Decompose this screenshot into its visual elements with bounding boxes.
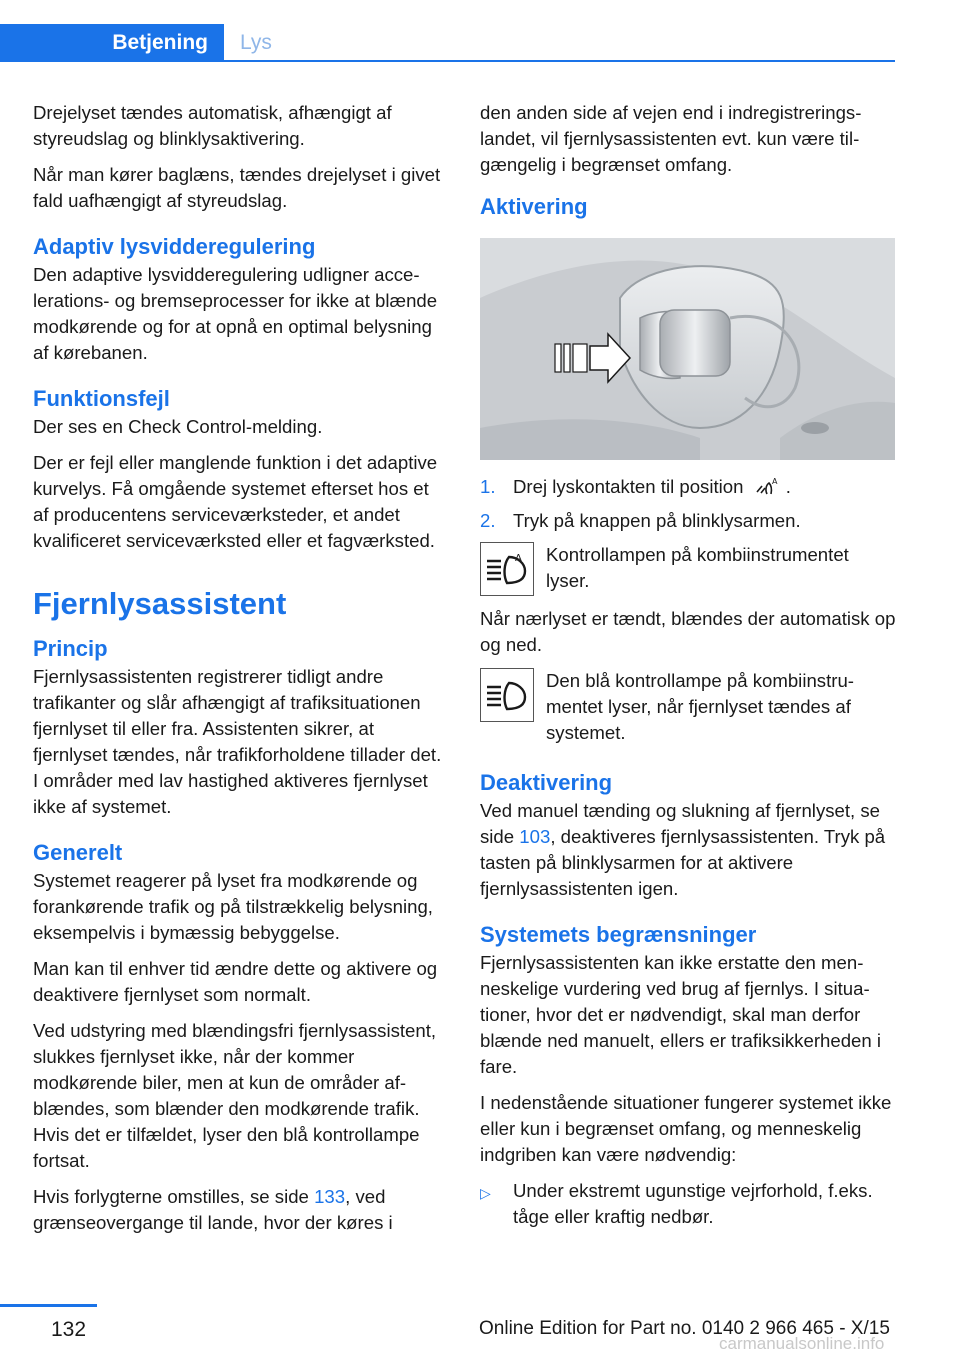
paragraph: Den adaptive lysvidderegulering udligner accelerations- og bremseprocesser for ikke at blænde modkørende og for at opnå en optimal belysning af kørebanen. xyxy=(33,264,438,363)
paragraph: I nedenstående situationer fungerer systemet ikke eller kun i begrænset omfang, og menneskelig indgriben kan være nødvendig: xyxy=(480,1092,892,1165)
paragraph: Man kan til enhver tid ændre dette og aktivere og deaktivere fjernlyset som normalt. xyxy=(33,958,438,1005)
paragraph xyxy=(480,798,896,902)
paragraph: Drejelyset tændes automatisk, afhængigt af styreudslag og blinklysaktivering. xyxy=(33,102,392,149)
stalk-illustration xyxy=(480,238,895,460)
step-text xyxy=(513,474,791,500)
paragraph: Der er fejl eller manglende funktion i det adaptive kurvelys. Få omgående systemet efterset hos et af producentens serviceværksteder, et andet kvalificeret serviceværksted eller et fagværksted. xyxy=(33,452,438,551)
list-item xyxy=(480,1178,896,1230)
tab-betjening[interactable]: Betjening xyxy=(0,24,224,62)
heading-deaktivering: Deaktivering xyxy=(480,770,613,795)
tab-lys[interactable]: Lys xyxy=(240,31,272,54)
page-link-103[interactable]: 103 xyxy=(519,826,551,847)
bullet-text: Under ekstremt ugunstige vejrforhold, f.eks. tåge eller kraftig nedbør. xyxy=(513,1180,873,1227)
footer-rule xyxy=(0,1304,97,1307)
steps-list xyxy=(480,474,896,534)
heading-princip: Princip xyxy=(33,636,108,661)
paragraph: Når man kører baglæns, tændes drejelyset i givet fald uafhængigt af styreudslag. xyxy=(33,164,441,211)
paragraph: Fjernlysassistenten registrerer tidligt andre trafikanter og slår afhængigt af trafiksituationen fjernlyset til eller fra. Assistenten sikrer, at fjernlyset tændes, når trafikforholdene tillader det. I områder med lav hastighed aktiveres fjernlyset ikke af systemet. xyxy=(33,666,442,817)
step-number: 1. xyxy=(480,476,496,497)
svg-text:A: A xyxy=(515,553,522,564)
header-tabs xyxy=(0,24,272,62)
text: , deaktiveres fjernlysassistenten. Tryk på tasten på blinklysarmen for at aktivere fjernlysassistenten igen. xyxy=(480,826,886,899)
page-number: 132 xyxy=(51,1318,87,1341)
triangle-bullet-icon: ▷ xyxy=(480,1185,491,1201)
heading-adaptiv: Adaptiv lysvidderegulering xyxy=(33,234,316,259)
paragraph: Ved udstyring med blændingsfri fjernlysassistent, slukkes fjernlyset ikke, når der kommer modkørende biler, men at kun de områder afblændes, som blænder den modkørende trafik. Hvis det er tilfældet, lyser den blå kontrollampe fortsat. xyxy=(33,1020,437,1171)
indicator-text: Den blå kontrollampe på kombiinstrumentet lyser, når fjernlyset tændes af systemet. xyxy=(546,670,854,743)
heading-funktionsfejl: Funktionsfejl xyxy=(33,386,170,411)
indicator-row-2 xyxy=(480,668,896,746)
step-text: Tryk på knappen på blinklysarmen. xyxy=(513,510,801,531)
page-link-133[interactable]: 133 xyxy=(314,1186,346,1207)
text: , ved grænseovergange til lande, hvor der køres i xyxy=(33,1186,393,1233)
paragraph: Når nærlyset er tændt, blændes der automatisk op og ned. xyxy=(480,608,896,655)
paragraph: den anden side af vejen end i indregistreringslandet, vil fjernlysassistenten evt. kun være tilgængelig i begrænset omfang. xyxy=(480,102,862,175)
paragraph: Fjernlysassistenten kan ikke erstatte den menneskelige vurdering ved brug af fjernlys. I situationer, hvor det er nødvendigt, skal man derfor blænde ned manuelt, ellers er trafiksikkerheden i fare. xyxy=(480,952,882,1077)
heading-aktivering: Aktivering xyxy=(480,194,588,219)
high-beam-indicator-icon xyxy=(480,668,534,722)
left-column xyxy=(33,100,449,1246)
paragraph xyxy=(33,1184,449,1236)
heading-begraensninger: Systemets begrænsninger xyxy=(480,922,757,947)
step-label: Drej lyskontakten til position xyxy=(513,476,744,497)
heading-generelt: Generelt xyxy=(33,840,123,865)
right-column xyxy=(480,100,896,1230)
paragraph: Systemet reagerer på lyset fra modkørende og forankørende trafik og på tilstrækkelig belysning, eksempelvis i bymæssig bebyggelse. xyxy=(33,870,433,943)
high-beam-assist-indicator-icon xyxy=(480,542,534,596)
paragraph: Der ses en Check Control-melding. xyxy=(33,416,323,437)
edition-line: Online Edition for Part no. 0140 2 966 465 - X/15 xyxy=(479,1318,890,1339)
text: Ved manuel tænding og slukning af fjernlyset, se side xyxy=(480,800,881,847)
step-suffix: . xyxy=(780,476,791,497)
turn-signal-stalk-image xyxy=(480,238,895,460)
section-title-fjernlysassistent: Fjernlysassistent xyxy=(33,586,287,621)
limitations-list xyxy=(480,1178,896,1230)
svg-text:A: A xyxy=(771,477,778,486)
indicator-text: Kontrollampen på kombiinstrumentet lyser. xyxy=(546,544,849,591)
watermark: carmanualsonline.info xyxy=(719,1334,885,1353)
list-item xyxy=(480,474,896,500)
auto-headlight-icon xyxy=(755,476,781,496)
indicator-row-1 xyxy=(480,542,896,596)
header-rule xyxy=(0,60,895,62)
step-number: 2. xyxy=(480,510,496,531)
text: Hvis forlygterne omstilles, se side xyxy=(33,1186,315,1207)
list-item xyxy=(480,508,896,534)
